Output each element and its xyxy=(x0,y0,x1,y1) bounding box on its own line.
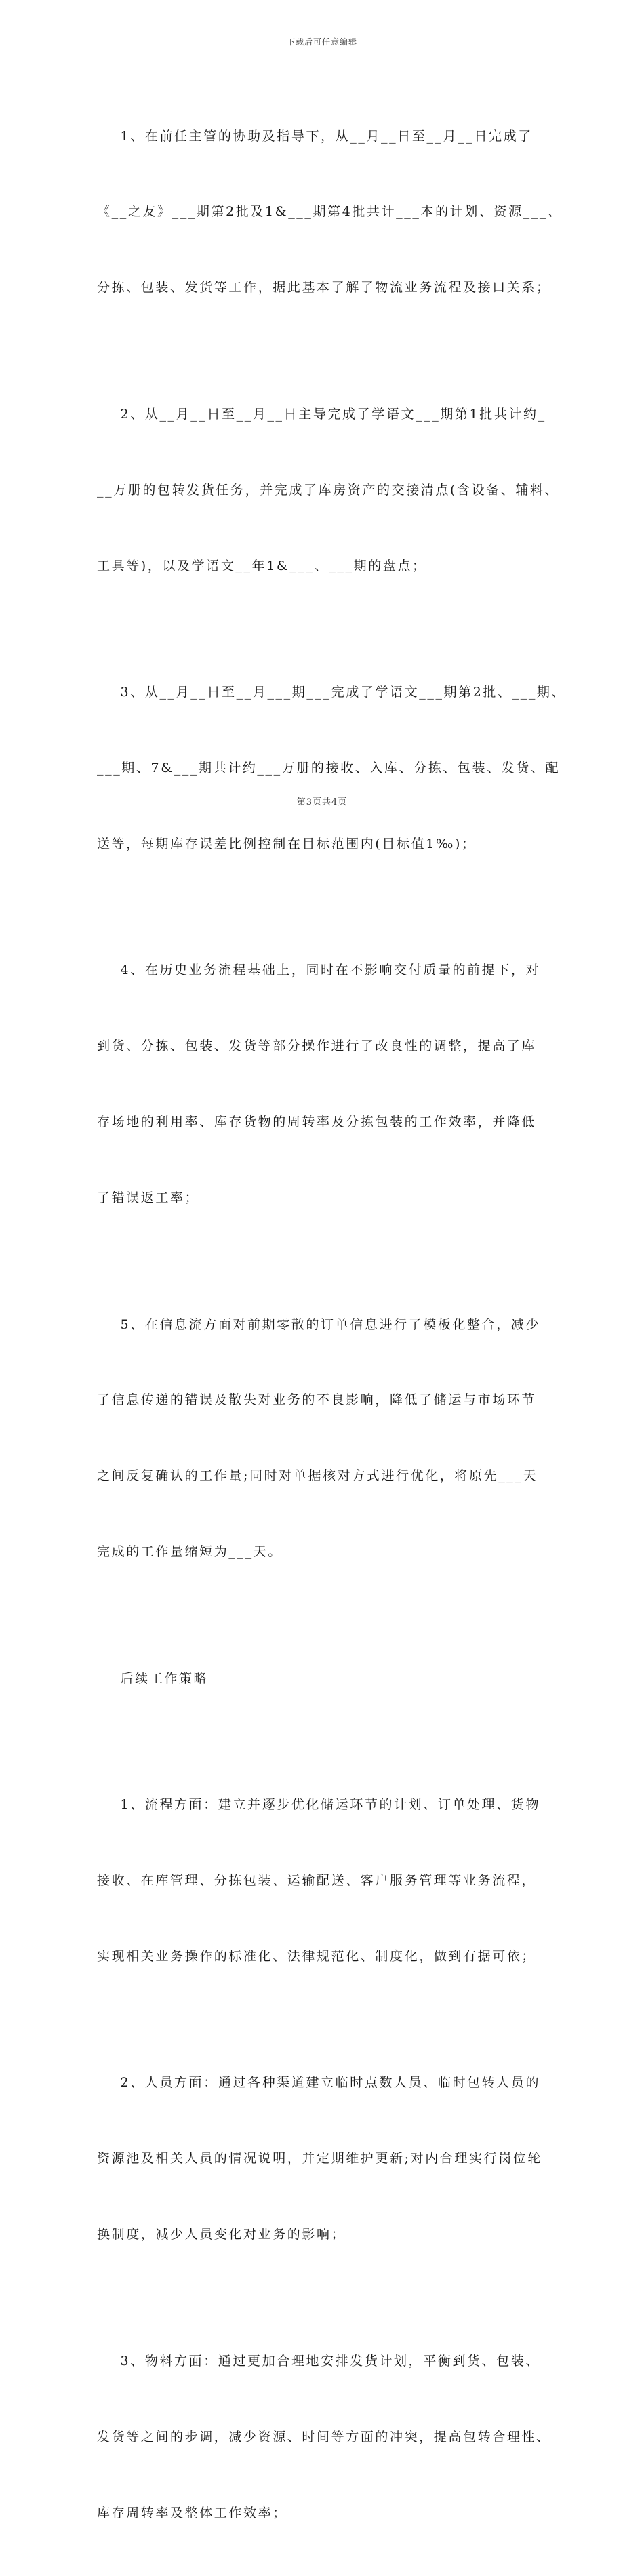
section-heading xyxy=(97,1615,551,1742)
text-line: ___期、7&___期共计约___万册的接收、入库、分拣、包装、发货、配 xyxy=(97,761,561,776)
text-line: 实现相关业务操作的标准化、法律规范化、制度化，做到有据可依； xyxy=(97,1948,537,1964)
text-line: 接收、在库管理、分拣包装、运输配送、客户服务管理等业务流程， xyxy=(97,1873,537,1889)
text-line: 《__之友》___期第2批及1&___期第4批共计___本的计划、资源___、 xyxy=(97,204,563,220)
paragraph-2 xyxy=(97,351,560,629)
paragraph-3 xyxy=(97,630,567,908)
text-line: 3、物料方面：通过更加合理地安排发货计划，平衡到货、包装、 xyxy=(97,2353,541,2369)
paragraph-6 xyxy=(97,1742,551,2020)
text-line: 之间反复确认的工作量;同时对单据核对方式进行优化，将原先___天 xyxy=(97,1468,538,1484)
text-line: 到货、分拣、包装、发货等部分操作进行了改良性的调整，提高了库 xyxy=(97,1039,537,1054)
heading-line: 后续工作策略 xyxy=(97,1670,209,1686)
text-line: 资源池及相关人员的情况说明，并定期维护更新;对内合理实行岗位轮 xyxy=(97,2151,543,2167)
text-line: 2、人员方面：通过各种渠道建立临时点数人员、临时包转人员的 xyxy=(97,2075,541,2091)
paragraph-7 xyxy=(97,2020,551,2298)
text-line: 换制度，减少人员变化对业务的影响； xyxy=(97,2227,346,2242)
text-line: 4、在历史业务流程基础上，同时在不影响交付质量的前提下，对 xyxy=(97,963,541,978)
text-line: 分拣、包装、发货等工作，据此基本了解了物流业务流程及接口关系； xyxy=(97,280,551,296)
text-line: 送等，每期库存误差比例控制在目标范围内(目标值1‰)； xyxy=(97,836,477,851)
text-line: 2、从__月__日至__月__日主导完成了学语文___期第1批共计约_ xyxy=(97,406,546,422)
text-line: 了错误返工率； xyxy=(97,1190,200,1206)
text-line: 3、从__月__日至__月___期___完成了学语文___期第2批、___期、 xyxy=(97,685,567,700)
paragraph-5 xyxy=(97,1262,551,1615)
text-line: 1、在前任主管的协助及指导下，从__月__日至__月__日完成了 xyxy=(97,128,533,144)
paragraph-4 xyxy=(97,908,551,1262)
text-line: 完成的工作量缩短为___天。 xyxy=(97,1544,283,1560)
text-line: __万册的包转发货任务，并完成了库房资产的交接清点(含设备、辅料、 xyxy=(97,482,560,498)
text-line: 库存周转率及整体工作效率； xyxy=(97,2505,287,2520)
page-footer: 第3页共4页 xyxy=(296,797,348,807)
paragraph-1 xyxy=(97,73,563,351)
page-header: 下载后可任意编辑 xyxy=(286,37,357,47)
paragraph-8 xyxy=(97,2298,551,2576)
text-line: 5、在信息流方面对前期零散的订单信息进行了模板化整合，减少 xyxy=(97,1316,541,1332)
text-line: 发货等之间的步调，减少资源、时间等方面的冲突，提高包转合理性、 xyxy=(97,2429,551,2444)
text-line: 存场地的利用率、库存货物的周转率及分拣包装的工作效率，并降低 xyxy=(97,1114,537,1130)
text-line: 了信息传递的错误及散失对业务的不良影响，降低了储运与市场环节 xyxy=(97,1392,537,1408)
text-line: 工具等)，以及学语文__年1&___、___期的盘点； xyxy=(97,558,427,573)
document-body xyxy=(97,73,567,2576)
text-line: 1、流程方面：建立并逐步优化储运环节的计划、订单处理、货物 xyxy=(97,1797,541,1813)
